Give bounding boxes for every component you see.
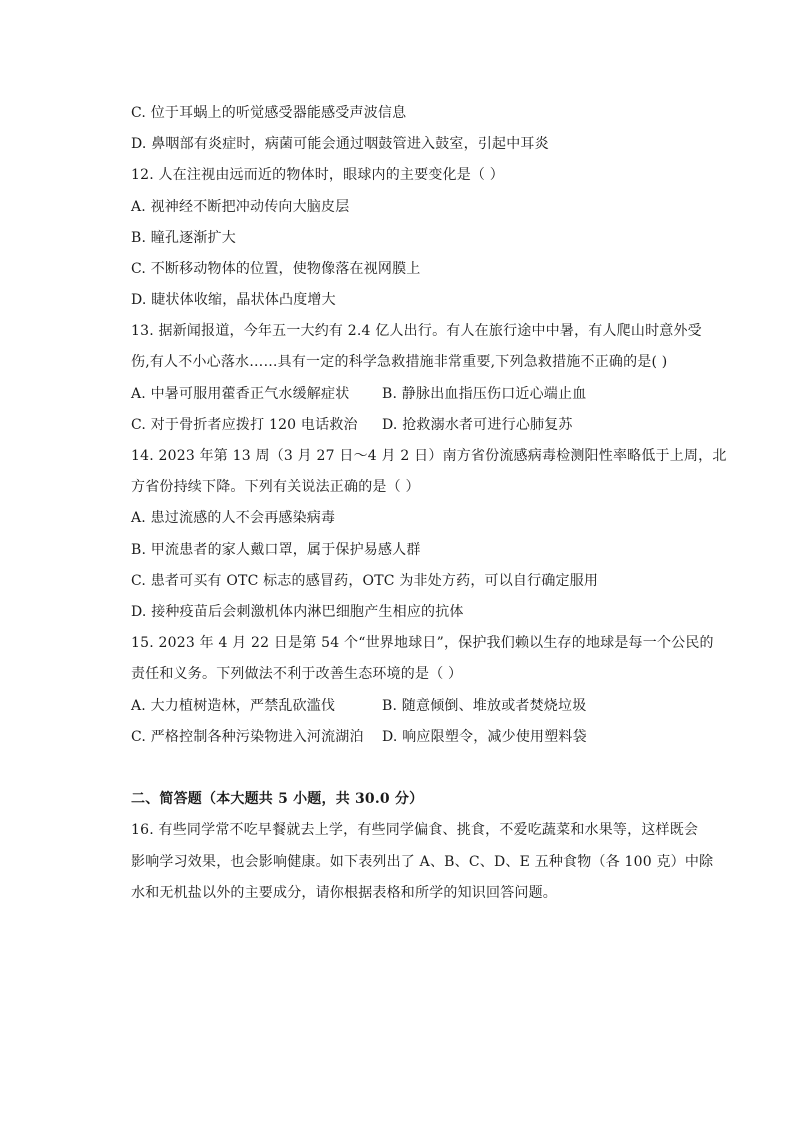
q14-stem-line2: 方省份持续下降。下列有关说法正确的是（ ） (131, 479, 420, 495)
q13-stem-line1: 13. 据新闻报道，今年五一大约有 2.4 亿人出行。有人在旅行途中中暑，有人爬山时意外受 (131, 323, 702, 339)
q12-option-c: C. 不断移动物体的位置，使物像落在视网膜上 (131, 261, 421, 277)
q14-option-a: A. 患过流感的人不会再感染病毒 (131, 510, 336, 526)
q14-option-c: C. 患者可买有 OTC 标志的感冒药，OTC 为非处方药，可以自行确定服用 (131, 573, 599, 589)
q14-option-b: B. 甲流患者的家人戴口罩，属于保护易感人群 (131, 542, 421, 558)
q15-stem-line1: 15. 2023 年 4 月 22 日是第 54 个“世界地球日”，保护我们赖以生存的地球是每一个公民的 (131, 635, 714, 651)
section-heading: 二、简答题（本大题共 5 小题，共 30.0 分） (131, 791, 424, 807)
q11-option-d: D. 鼻咽部有炎症时，病菌可能会通过咽鼓管进入鼓室，引起中耳炎 (131, 136, 549, 152)
q14-stem-line1: 14. 2023 年第 13 周（3 月 27 日～4 月 2 日）南方省份流感病毒检测阳性率略低于上周，北 (131, 448, 727, 464)
q15-option-d: D. 响应限塑令，减少使用塑料袋 (382, 729, 587, 745)
q15-option-a: A. 大力植树造林，严禁乱砍滥伐 (131, 698, 336, 714)
q16-line1: 16. 有些同学常不吃早餐就去上学，有些同学偏食、挑食，不爱吃蔬菜和水果等，这样既会 (131, 822, 699, 838)
q13-option-a: A. 中暑可服用藿香正气水缓解症状 (131, 386, 350, 402)
q15-option-b: B. 随意倾倒、堆放或者焚烧垃圾 (382, 698, 587, 714)
q15-stem-line2: 责任和义务。下列做法不利于改善生态环境的是（ ） (131, 666, 463, 682)
q12-option-b: B. 瞳孔逐渐扩大 (131, 230, 236, 246)
q14-option-d: D. 接种疫苗后会刺激机体内淋巴细胞产生相应的抗体 (131, 604, 464, 620)
q13-stem-line2: 伤,有人不小心落水……具有一定的科学急救措施非常重要,下列急救措施不正确的是( ) (131, 354, 668, 370)
q15-option-c: C. 严格控制各种污染物进入河流湖泊 (131, 729, 364, 745)
q11-option-c: C. 位于耳蜗上的听觉感受器能感受声波信息 (131, 105, 407, 121)
q12-option-a: A. 视神经不断把冲动传向大脑皮层 (131, 199, 350, 215)
q12-stem: 12. 人在注视由远而近的物体时，眼球内的主要变化是（ ） (131, 167, 504, 183)
q16-line3: 水和无机盐以外的主要成分，请你根据表格和所学的知识回答问题。 (131, 885, 557, 901)
q13-option-d: D. 抢救溺水者可进行心肺复苏 (382, 417, 573, 433)
q16-line2: 影响学习效果，也会影响健康。如下表列出了 A、B、C、D、E 五种食物（各 100 克）中除 (131, 854, 714, 870)
q13-option-b: B. 静脉出血指压伤口近心端止血 (382, 386, 587, 402)
q13-option-c: C. 对于骨折者应拨打 120 电话救治 (131, 417, 358, 433)
q12-option-d: D. 睫状体收缩，晶状体凸度增大 (131, 292, 336, 308)
